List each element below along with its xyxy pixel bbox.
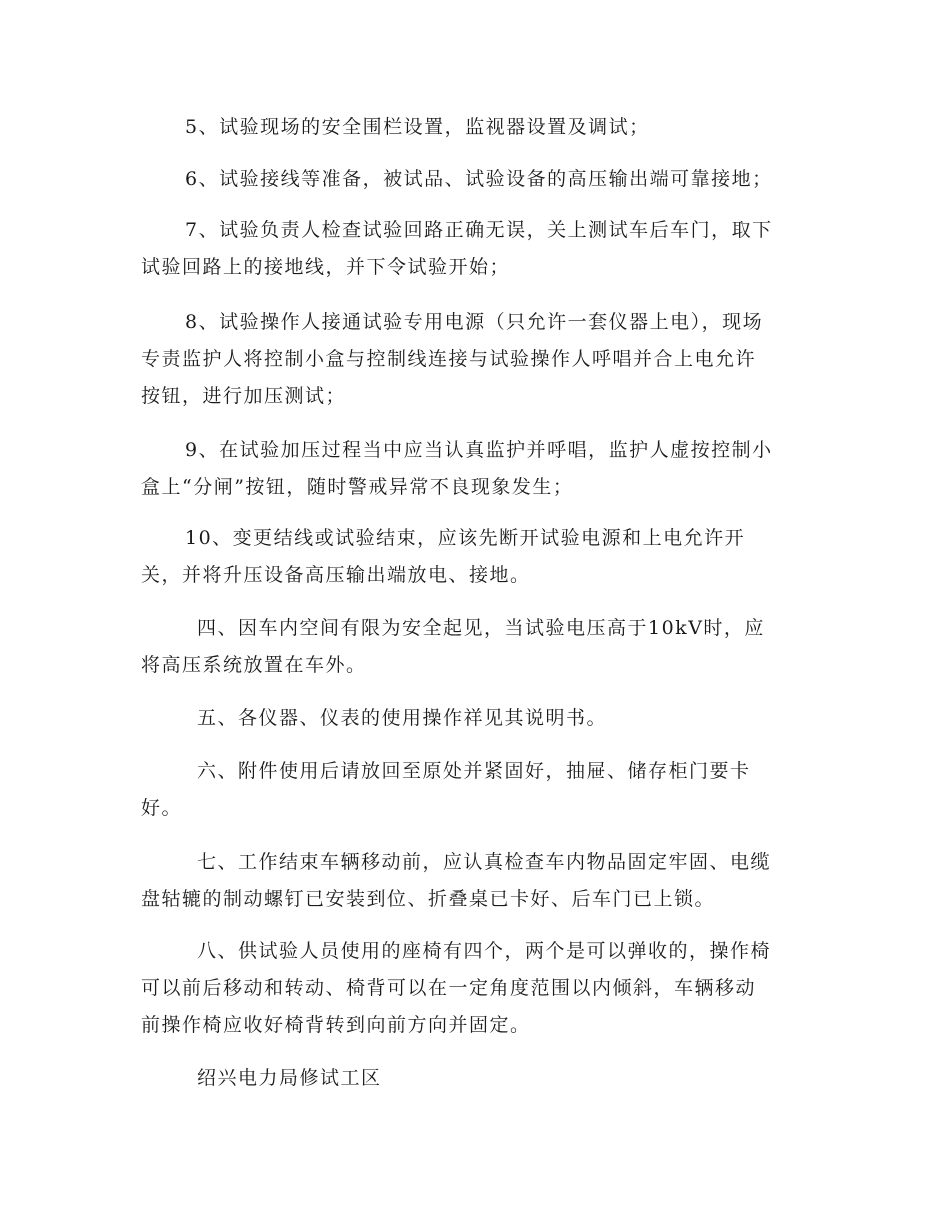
signature-organization <box>141 1060 821 1097</box>
paragraph-line: 6、试验接线等准备，被试品、试验设备的高压输出端可靠接地； <box>185 168 773 190</box>
paragraph-item-9 <box>141 432 821 506</box>
paragraph-section-7 <box>141 844 821 918</box>
paragraph-line: 关，并将升压设备高压输出端放电、接地。 <box>141 564 531 586</box>
paragraph-line: 盒上“分闸”按钮，随时警戒异常不良现象发生； <box>141 476 574 498</box>
paragraph-line: 盘轱辘的制动螺钉已安装到位、折叠桌已卡好、后车门已上锁。 <box>141 888 716 910</box>
paragraph-line: 试验回路上的接地线，并下令试验开始； <box>141 256 511 278</box>
paragraph-item-10 <box>141 520 821 594</box>
paragraph-line: 5、试验现场的安全围栏设置，监视器设置及调试； <box>185 116 650 138</box>
paragraph-line: 八、供试验人员使用的座椅有四个，两个是可以弹收的，操作椅 <box>197 940 772 962</box>
paragraph-line: 将高压系统放置在车外。 <box>141 654 367 676</box>
paragraph-line: 四、因车内空间有限为安全起见，当试验电压高于10kV时，应 <box>197 617 765 639</box>
paragraph-line: 按钮，进行加压测试； <box>141 385 347 407</box>
paragraph-line: 五、各仪器、仪表的使用操作祥见其说明书。 <box>197 707 608 729</box>
paragraph-section-4 <box>141 610 821 684</box>
paragraph-line: 前操作椅应收好椅背转到向前方向并固定。 <box>141 1014 531 1036</box>
paragraph-line: 9、在试验加压过程当中应当认真监护并呼唱，监护人虚按控制小 <box>185 439 773 461</box>
paragraph-item-7 <box>141 212 821 286</box>
paragraph-section-6 <box>141 753 821 827</box>
paragraph-item-6 <box>141 161 821 198</box>
paragraph-line: 可以前后移动和转动、椅背可以在一定角度范围以内倾斜，车辆移动 <box>141 977 757 999</box>
paragraph-line: 8、试验操作人接通试验专用电源（只允许一套仪器上电），现场 <box>185 311 764 333</box>
paragraph-line: 六、附件使用后请放回至原处并紧固好，抽屉、储存柜门要卡 <box>197 760 751 782</box>
paragraph-line: 10、变更结线或试验结束，应该先断开试验电源和上电允许开 <box>185 527 746 549</box>
paragraph-line: 专责监护人将控制小盒与控制线连接与试验操作人呼唱并合上电允许 <box>141 348 757 370</box>
paragraph-item-8 <box>141 304 821 415</box>
paragraph-line: 7、试验负责人检查试验回路正确无误，关上测试车后车门，取下 <box>185 219 773 241</box>
paragraph-section-5 <box>141 700 821 737</box>
paragraph-item-5 <box>141 109 821 146</box>
paragraph-line: 七、工作结束车辆移动前，应认真检查车内物品固定牢固、电缆 <box>197 851 772 873</box>
organization-name: 绍兴电力局修试工区 <box>197 1067 382 1089</box>
paragraph-section-8 <box>141 933 821 1044</box>
paragraph-line: 好。 <box>141 797 183 819</box>
